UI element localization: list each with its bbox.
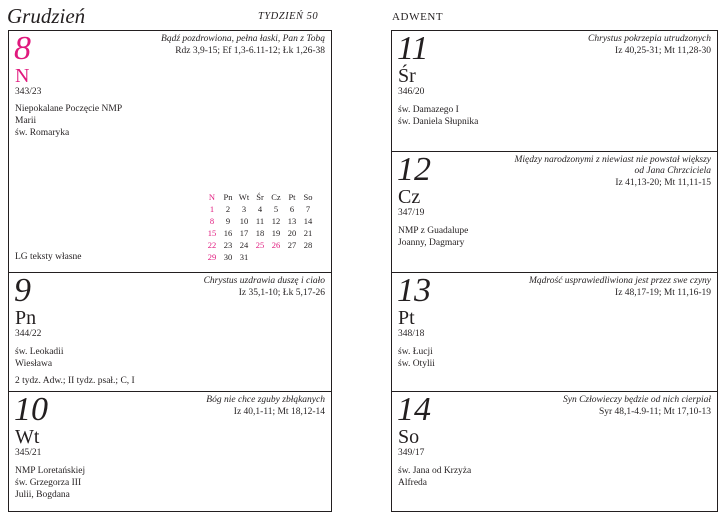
saint-name: św. Łucji (398, 347, 433, 357)
right-page (391, 30, 718, 512)
day-number: 11 (397, 30, 429, 67)
mini-calendar-day: 24 (239, 240, 249, 250)
mini-calendar-header: Pt (288, 192, 296, 202)
mini-calendar (204, 191, 316, 263)
day-number: 8 (14, 30, 31, 67)
saint-name: św. Romaryka (15, 128, 70, 138)
day-footnote: LG teksty własne (15, 252, 82, 262)
mini-calendar-day: 25 (255, 240, 265, 250)
saint-name: Alfreda (398, 478, 428, 488)
day-reading: Iz 40,1-11; Mt 18,12-14 (233, 407, 325, 417)
day-motto (515, 155, 712, 177)
mini-calendar-day: 1 (209, 204, 215, 214)
day-number: 13 (397, 272, 431, 309)
day-number: 12 (397, 151, 431, 188)
day-index: 343/23 (15, 87, 42, 97)
mini-calendar-day: 8 (209, 216, 215, 226)
saint-name: św. Damazego I (398, 105, 459, 115)
day-index: 345/21 (15, 448, 42, 458)
day-reading: Rdz 3,9-15; Ef 1,3-6.11-12; Łk 1,26-38 (175, 46, 325, 56)
mini-calendar-day: 4 (257, 204, 263, 214)
mini-calendar-day: 31 (239, 252, 249, 262)
day-index: 349/17 (398, 448, 425, 458)
mini-calendar-header: Wt (238, 192, 250, 202)
mini-calendar-day: 9 (225, 216, 231, 226)
mini-calendar-day: 5 (273, 204, 279, 214)
mini-calendar-day: 10 (239, 216, 249, 226)
day-name: Pn (15, 307, 37, 329)
saint-name: NMP Loretańskiej (15, 466, 86, 476)
saint-name: Julii, Bogdana (15, 490, 70, 500)
saint-name: św. Jana od Krzyża (398, 466, 472, 476)
saints-list (398, 104, 478, 128)
day-name: Śr (398, 65, 416, 87)
mini-calendar-day (300, 251, 316, 263)
day-cell-14[interactable] (392, 391, 717, 511)
mini-calendar-header: N (208, 192, 216, 202)
saint-name: Joanny, Dagmary (398, 238, 465, 248)
day-index: 346/20 (398, 87, 425, 97)
day-motto: Syn Człowieczy będzie od nich cierpiał (562, 395, 711, 405)
week-label: TYDZIEŃ 50 (258, 11, 319, 22)
day-cell-10[interactable] (9, 391, 331, 511)
day-reading: Iz 40,25-31; Mt 11,28-30 (615, 46, 711, 56)
saint-name: św. Daniela Słupnika (398, 117, 479, 127)
mini-calendar-day: 17 (239, 228, 249, 238)
day-motto: Bądź pozdrowiona, pełna łaski, Pan z Tobą (161, 34, 325, 44)
mini-calendar-day: 27 (287, 240, 297, 250)
saint-name: NMP z Guadalupe (398, 226, 469, 236)
saint-name: Niepokalane Poczęcie NMP (15, 104, 123, 114)
saint-name: św. Grzegorza III (15, 478, 82, 488)
mini-calendar-header: Cz (271, 192, 281, 202)
mini-calendar-day: 15 (207, 228, 217, 238)
saint-name: Wiesława (15, 359, 53, 369)
day-name: Pt (398, 307, 415, 329)
mini-calendar-day: 6 (289, 204, 295, 214)
day-number: 14 (397, 391, 431, 428)
mini-calendar-day: 21 (303, 228, 313, 238)
day-motto: Chrystus uzdrawia duszę i ciało (203, 276, 325, 286)
saints-list (15, 465, 85, 501)
mini-calendar-day: 28 (303, 240, 313, 250)
mini-calendar-day: 18 (255, 228, 265, 238)
day-cell-12[interactable] (392, 151, 717, 272)
day-cell-11[interactable] (392, 31, 717, 151)
day-reading: Syr 48,1-4.9-11; Mt 17,10-13 (598, 407, 711, 417)
mini-calendar-day: 29 (207, 252, 217, 262)
season-label: ADWENT (392, 11, 444, 23)
mini-calendar-day: 22 (207, 240, 217, 250)
saint-name: Marii (15, 116, 37, 126)
month-title: Grudzień (7, 4, 86, 28)
mini-calendar-day: 16 (223, 228, 233, 238)
saints-list (398, 465, 471, 489)
mini-calendar-day: 2 (225, 204, 231, 214)
day-cell-13[interactable] (392, 272, 717, 391)
mini-calendar-day: 7 (305, 204, 311, 214)
day-motto: Mądrość usprawiedliwiona jest przez swe czyny (529, 276, 711, 286)
day-name: Cz (398, 186, 421, 208)
day-name: So (398, 426, 420, 448)
motto-line: Między narodzonymi z niewiast nie powstał większy (514, 155, 711, 165)
saints-list (398, 225, 468, 249)
mini-calendar-day: 13 (287, 216, 297, 226)
saints-list (15, 346, 63, 370)
mini-calendar-header: Pn (223, 192, 233, 202)
day-index: 348/18 (398, 329, 425, 339)
saints-list (15, 103, 122, 139)
day-name: Wt (15, 426, 40, 448)
day-motto: Bóg nie chce zguby zbłąkanych (206, 395, 325, 405)
day-index: 347/19 (398, 208, 425, 218)
mini-calendar-day: 26 (271, 240, 281, 250)
left-page (8, 30, 332, 512)
mini-calendar-day (252, 251, 268, 263)
mini-calendar-day: 14 (303, 216, 313, 226)
mini-calendar-day: 3 (241, 204, 247, 214)
day-name: N (15, 65, 30, 87)
mini-calendar-day: 20 (287, 228, 297, 238)
day-number: 10 (14, 391, 48, 428)
day-cell-9[interactable] (9, 272, 331, 391)
mini-calendar-header: Śr (256, 192, 264, 202)
mini-calendar-day: 11 (255, 216, 265, 226)
day-reading: Iz 41,13-20; Mt 11,11-15 (615, 178, 711, 188)
mini-calendar-header: So (303, 192, 313, 202)
mini-calendar-day (268, 251, 284, 263)
day-number: 9 (14, 272, 31, 309)
day-index: 344/22 (15, 329, 42, 339)
day-reading: Iz 35,1-10; Łk 5,17-26 (238, 288, 325, 298)
mini-calendar-day: 23 (223, 240, 233, 250)
day-footnote: 2 tydz. Adw.; II tydz. psał.; C, I (15, 376, 135, 386)
saint-name: św. Otylii (398, 359, 435, 369)
saint-name: św. Leokadii (15, 347, 64, 357)
saints-list (398, 346, 435, 370)
day-motto: Chrystus pokrzepia utrudzonych (588, 34, 711, 44)
motto-line: od Jana Chrzciciela (634, 166, 711, 176)
day-cell-8[interactable] (9, 31, 331, 272)
mini-calendar-day (284, 251, 300, 263)
mini-calendar-day: 30 (223, 252, 233, 262)
day-reading: Iz 48,17-19; Mt 11,16-19 (615, 288, 711, 298)
mini-calendar-day: 12 (271, 216, 281, 226)
mini-calendar-day: 19 (271, 228, 281, 238)
